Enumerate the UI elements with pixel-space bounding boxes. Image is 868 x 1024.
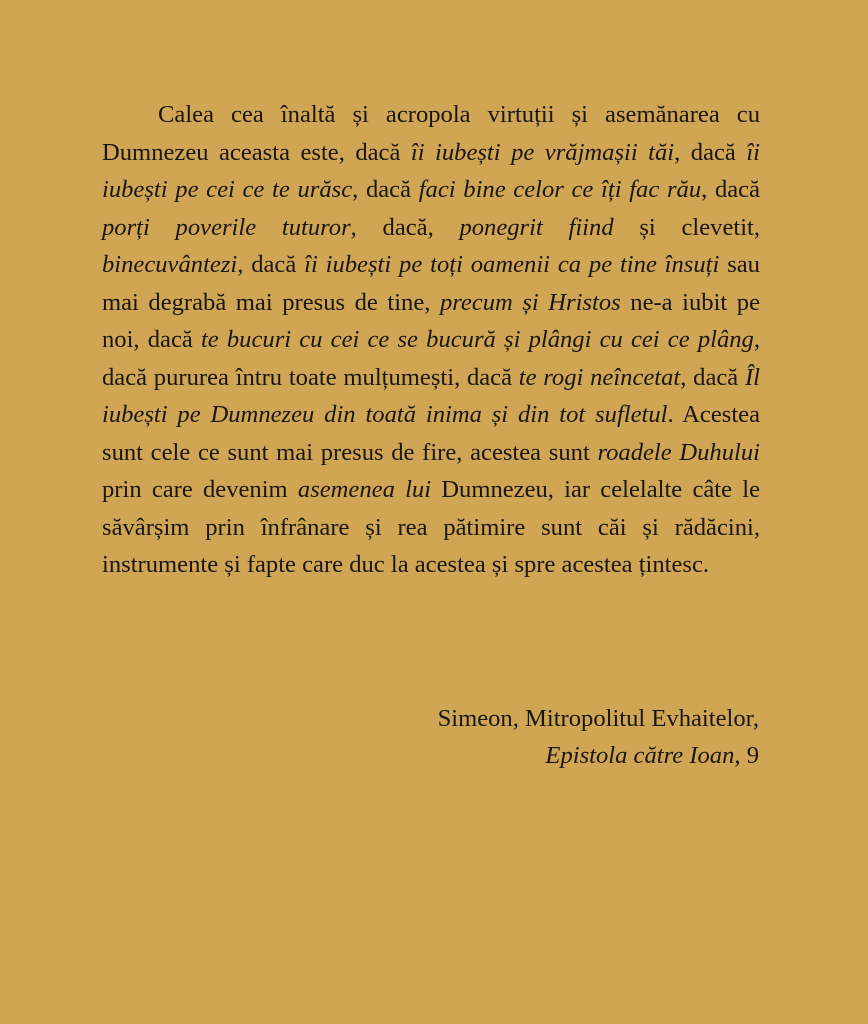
quote-text: , dacă: [237, 251, 305, 278]
quote-text: Dumnezeu, iar celelalte câte le săvârșim prin înfrânare și rea pătimire sunt căi și rădăcini, instrumente și fapte care duc la acestea și spre acestea țintesc.: [102, 476, 760, 578]
quote-emphasis: ponegrit fiind: [459, 213, 614, 241]
quote-emphasis: roadele Duhului: [597, 438, 760, 466]
quote-text: , dacă: [701, 176, 761, 203]
quote-emphasis: te bucuri cu cei ce se bucură și plângi cu cei ce plâng: [200, 326, 754, 353]
quote-emphasis: faci bine celor ce îți fac rău: [418, 176, 702, 203]
attribution-work-title: Epistola către Ioan: [545, 742, 735, 769]
quote-text: , dacă: [674, 138, 747, 166]
quote-emphasis: îi iubești pe toți oamenii ca pe tine însuți: [304, 251, 720, 278]
quote-text: sau mai degrabă mai presus de tine,: [102, 251, 760, 316]
quote-emphasis: îi iubești pe vrăjmașii tăi: [410, 138, 675, 166]
quote-text: prin care devenim: [102, 476, 298, 503]
quote-text: , dacă pururea întru toate mulțumești, dacă: [102, 326, 760, 391]
quote-emphasis: Îl iubești pe Dumnezeu din toată inima și din tot sufletul: [102, 363, 760, 428]
quote-text: , dacă,: [350, 213, 460, 241]
quote-emphasis: porți poverile tuturor: [102, 213, 351, 241]
attribution-source: [438, 737, 759, 774]
quote-emphasis: binecuvântezi: [102, 251, 238, 278]
quote-emphasis: asemenea lui: [297, 476, 432, 503]
quote-text: , dacă: [680, 363, 745, 391]
attribution-reference: , 9: [734, 742, 759, 769]
quote-emphasis: îi iubești pe cei ce te urăsc: [102, 138, 760, 203]
quote-paragraph: [102, 96, 760, 584]
attribution-author: Simeon, Mitropolitul Evhaitelor,: [437, 705, 759, 732]
quote-text: Calea cea înaltă și acropola virtuții și asemănarea cu Dumnezeu aceasta este, dacă: [102, 101, 760, 166]
quote-text: . Acestea sunt cele ce sunt mai presus de fire, acestea sunt: [102, 401, 760, 466]
quote-text: , dacă: [352, 176, 419, 203]
quote-text: ne-a iubit pe noi, dacă: [102, 288, 760, 353]
quote-text: și clevetit,: [613, 213, 761, 241]
quote-emphasis: precum și Hristos: [439, 288, 621, 316]
attribution: [438, 700, 759, 774]
quote-emphasis: te rogi neîncetat: [518, 363, 681, 391]
